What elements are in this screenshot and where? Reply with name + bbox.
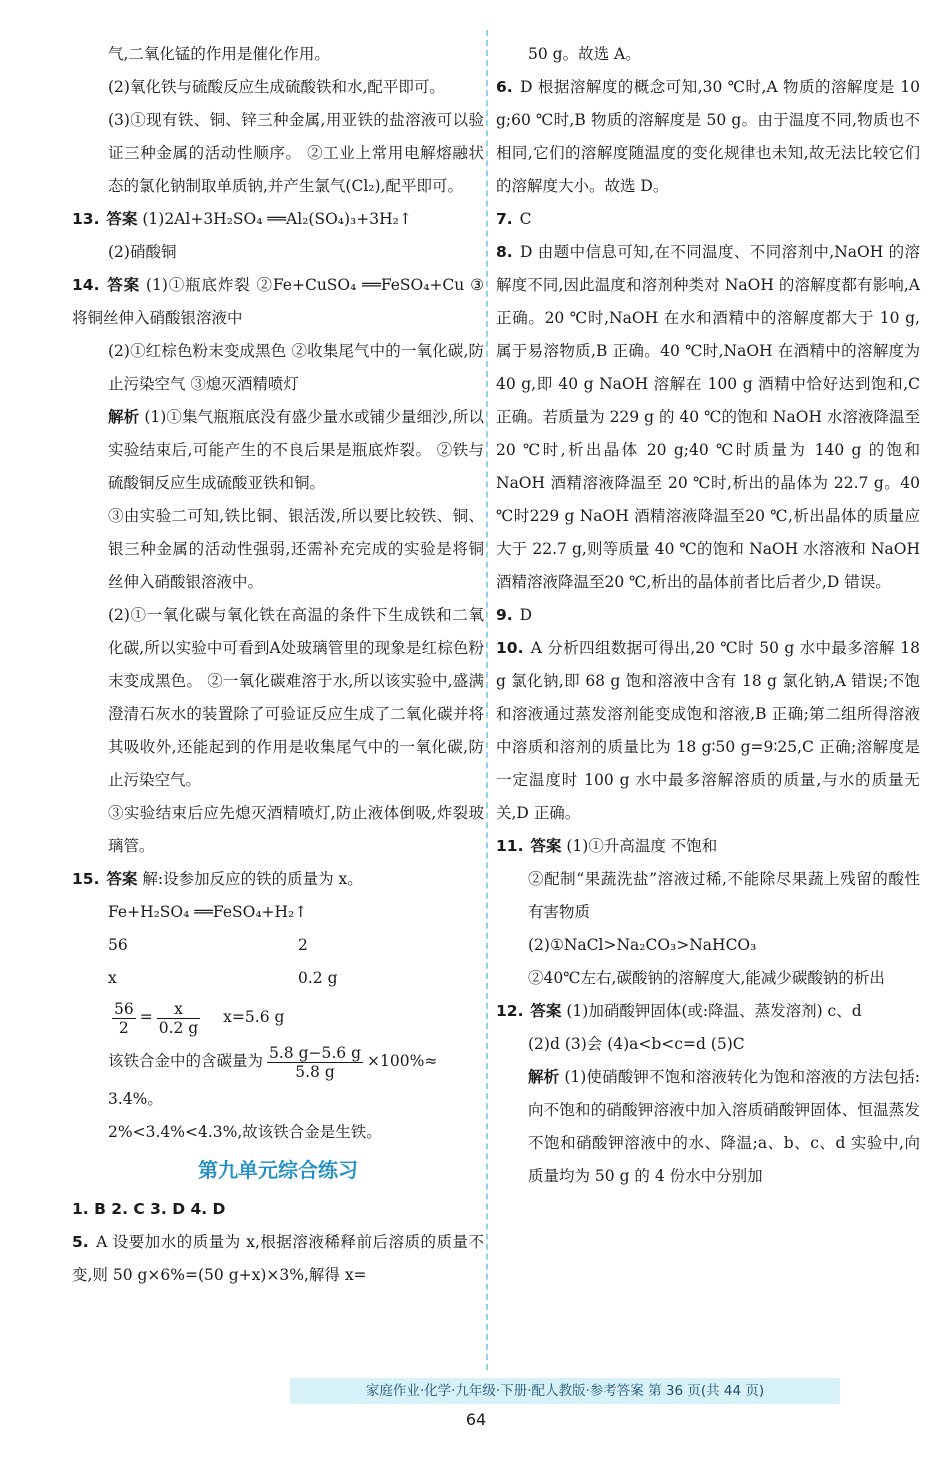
text-line: 3.4%。 [108,1090,163,1108]
answer-text: 解:设参加反应的铁的质量为 x。 [142,870,363,888]
denominator: 0.2 g [158,1018,199,1037]
question-number: 14. [72,276,100,294]
question-number: 13. [72,210,100,228]
analysis-label: 解析 [108,408,140,426]
question-number: 5. [72,1233,89,1251]
question-13 [72,203,484,236]
equals-sign: = [139,1008,153,1026]
question-number: 11. [496,837,524,855]
answer-text: A 设要加水的质量为 x,根据溶液稀释前后溶质的质量不变,则 50 g×6%=(50 g+x)×3%,解得 x= [72,1233,484,1284]
question-11 [496,830,920,863]
analysis-text: (1)①集气瓶瓶底没有盛少量水或铺少量细沙,所以实验结束后,可能产生的不良后果是瓶底炸裂。 ②铁与硫酸铜反应生成硫酸亚铁和铜。 [108,408,484,492]
answer-text: (2)①NaCl>Na₂CO₃>NaHCO₃ [528,936,757,954]
answer-text: C [519,210,532,228]
question-number: 12. [496,1002,524,1020]
mass-ratio-row [72,962,484,995]
footer-bar: 家庭作业·化学·九年级·下册·配人教版·参考答案 第 36 页(共 44 页) [290,1378,840,1404]
right-column [496,38,920,1193]
fraction [112,1000,136,1037]
answer-text: D 由题中信息可知,在不同温度、不同溶剂中,NaOH 的溶解度不同,因此温度和溶剂种类对 NaOH 的溶解度都有影响,A 正确。20 ℃时,NaOH 在水和酒精中的溶解度都大于 10 g,属于易溶物质,B 正确。40 ℃时,NaOH 在酒精中的溶解度为 40 g,即 40 g NaOH 溶解在 100 g 酒精中恰好达到饱和,C 正确。若质量为 229 g 的 40 ℃的饱和 NaOH 水溶液降温至 20 ℃时,析出晶体 20 g;40 ℃时质量为 140 g 的饱和 NaOH 酒精溶液降温至 20 ℃时,析出的晶体为 22.7 g。40 ℃时229 g NaOH 酒精溶液降温至20 ℃,析出晶体的质量应大于 22.7 g,则等质量 40 ℃的饱和 NaOH 水溶液和 NaOH 酒精溶液降温至20 ℃,析出的晶体前者比后者少,D 错误。 [496,243,920,591]
text-line: (3)①现有铁、铜、锌三种金属,用亚铁的盐溶液可以验证三种金属的活动性顺序。 ②工业上常用电解熔融状态的氯化钠制取单质钠,并产生氯气(Cl₂),配平即可。 [108,111,484,195]
question-6 [496,71,920,203]
question-12 [496,995,920,1028]
answer-text: (1)2Al+3H₂SO₄ ══Al₂(SO₄)₃+3H₂↑ [142,210,412,228]
answer-text: (1)①瓶底炸裂 ②Fe+CuSO₄ ══FeSO₄+Cu ③将铜丝伸入硝酸银溶液中 [72,276,484,327]
answer-text: (2)d (3)会 (4)a<b<c=d (5)C [528,1035,745,1053]
column-divider [486,30,488,1370]
question-number: 9. [496,606,513,624]
value: x [108,969,117,987]
answer-label: 答案 [106,870,138,888]
conclusion: 2%<3.4%<4.3%,故该铁合金是生铁。 [108,1123,382,1141]
question-14 [72,269,484,335]
question-number: 7. [496,210,513,228]
value: 56 [108,936,128,954]
answer-text: (1)①升高温度 不饱和 [566,837,718,855]
proportion-equation [72,995,484,1039]
answer-text: (2)硝酸铜 [108,243,177,261]
answer-text: A 分析四组数据可得出,20 ℃时 50 g 水中最多溶解 18 g 氯化钠,即 68 g 饱和溶液中含有 18 g 氯化钠,A 错误;不饱和溶液通过蒸发溶剂能变成饱和溶液,B 正确;第二组所得溶液中溶质和溶剂的质量比为 18 g∶50 g=9∶25,C 正确;溶解度是一定温度时 100 g 水中最多溶解溶质的质量,与水的质量无关,D 正确。 [496,639,920,822]
chemical-equation: Fe+H₂SO₄ ══FeSO₄+H₂↑ [108,903,308,921]
answer-label: 答案 [107,276,141,294]
mass-ratio-row [72,929,484,962]
answer-text: (1)加硝酸钾固体(或:降温、蒸发溶剂) c、d [566,1002,862,1020]
question-10 [496,632,920,830]
answer-text: ②40℃左右,碳酸钠的溶解度大,能减少碳酸钠的析出 [528,969,885,987]
analysis-text: (2)①一氧化碳与氧化铁在高温的条件下生成铁和二氧化碳,所以实验中可看到A处玻璃管里的现象是红棕色粉末变成黑色。 ②一氧化碳难溶于水,所以该实验中,盛满澄清石灰水的装置除了可验证反应生成了二氧化碳并将其吸收外,还能起到的作用是收集尾气中的一氧化碳,防止污染空气。 [108,606,484,789]
denominator: 2 [118,1018,129,1037]
value: 0.2 g [298,969,338,987]
text-line: (2)氧化铁与硫酸反应生成硫酸铁和水,配平即可。 [108,78,445,96]
numerator: 5.8 g−5.6 g [269,1043,362,1062]
section-title: 第九单元综合练习 [198,1158,358,1182]
answer-label: 答案 [106,210,138,228]
answer-text: ②配制“果蔬洗盐”溶液过稀,不能除尽果蔬上残留的酸性有害物质 [528,870,920,921]
numerator: 56 [114,999,134,1018]
text-line: 50 g。故选 A。 [528,45,641,63]
answer-text: (2)①红棕色粉末变成黑色 ②收集尾气中的一氧化碳,防止污染空气 ③熄灭酒精喷灯 [108,342,484,393]
question-number: 15. [72,870,100,888]
question-9 [496,599,920,632]
question-15 [72,863,484,896]
value: 2 [298,936,308,954]
page-number: 64 [465,1410,487,1429]
text: 该铁合金中的含碳量为 [108,1052,264,1070]
question-5 [72,1226,484,1292]
result: x=5.6 g [223,1008,285,1026]
question-7 [496,203,920,236]
question-number: 6. [496,78,513,96]
question-8 [496,236,920,599]
analysis-text: ③实验结束后应先熄灭酒精喷灯,防止液体倒吸,炸裂玻璃管。 [108,804,484,855]
answer-label: 答案 [530,1002,562,1020]
answer-text: D [519,606,533,624]
question-number: 8. [496,243,513,261]
left-column [72,38,484,1292]
fraction [157,1000,201,1037]
analysis-paragraph [496,1061,920,1193]
analysis-text: (1)使硝酸钾不饱和溶液转化为饱和溶液的方法包括:向不饱和的硝酸钾溶液中加入溶质硝酸钾固体、恒温蒸发不饱和硝酸钾溶液中的水、降温;a、b、c、d 实验中,向质量均为 50 g 的 4 份水中分别加 [528,1068,920,1185]
numerator: x [157,1000,201,1019]
text: ×100%≈ [367,1052,438,1070]
carbon-content [72,1039,484,1083]
answer-text: D 根据溶解度的概念可知,30 ℃时,A 物质的溶解度是 10 g;60 ℃时,B 物质的溶解度是 50 g。由于温度不同,物质也不相同,它们的溶解度随温度的变化规律也未知,故无法比较它们的溶解度大小。故选 D。 [496,78,920,195]
answer-label: 答案 [530,837,562,855]
denominator: 5.8 g [295,1062,335,1081]
analysis-text: ③由实验二可知,铁比铜、银活泼,所以要比较铁、铜、银三种金属的活动性强弱,还需补充完成的实验是将铜丝伸入硝酸银溶液中。 [108,507,484,591]
fraction [267,1044,363,1081]
question-number: 10. [496,639,524,657]
text-line: 气,二氧化锰的作用是催化作用。 [108,45,330,63]
answers-1-4: 1. B 2. C 3. D 4. D [72,1200,226,1218]
analysis-paragraph [72,401,484,500]
analysis-label: 解析 [528,1068,560,1086]
